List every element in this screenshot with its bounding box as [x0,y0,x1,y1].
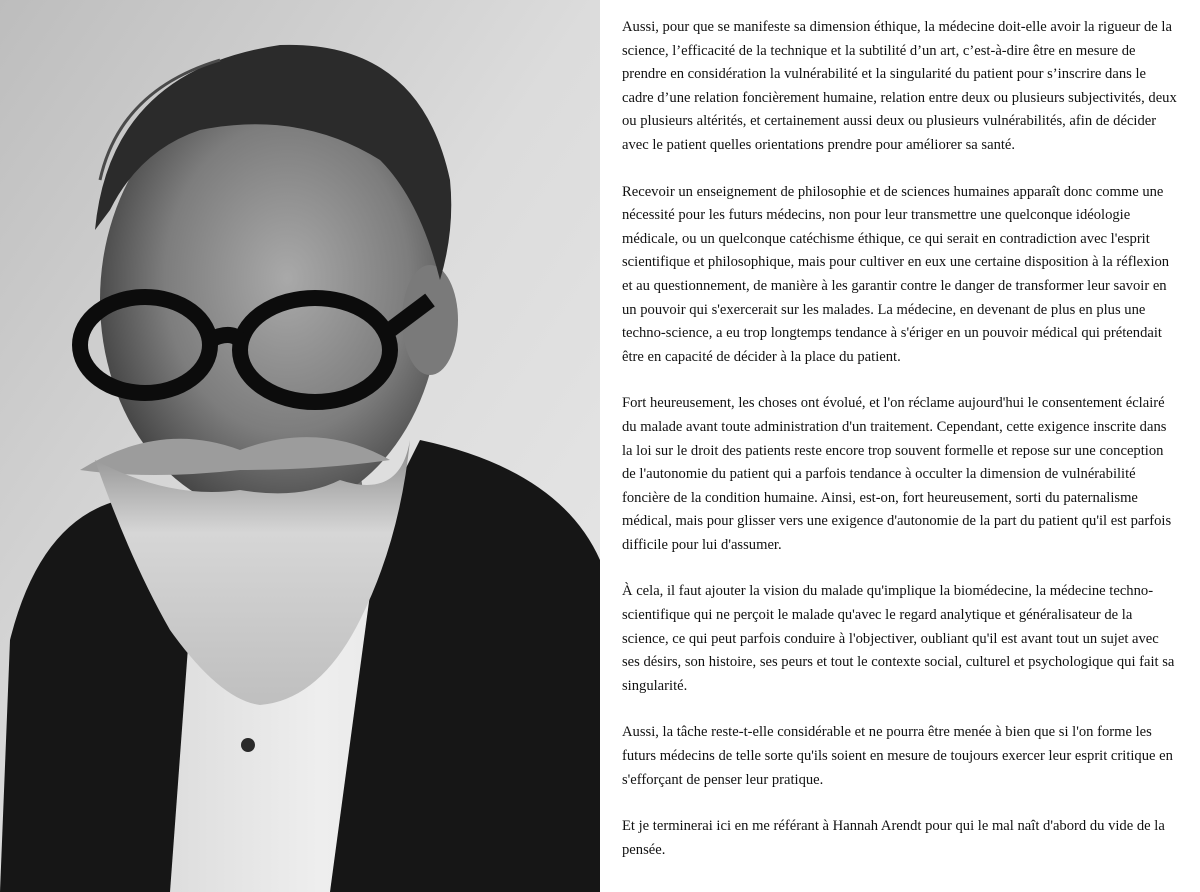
paragraph-1: Aussi, pour que se manifeste sa dimension éthique, la médecine doit-elle avoir la rigueur de la science, l’efficacité de la technique et la subtilité d’un art, c’est-à-dire être en mesure de prendre en considération la vulnérabilité et la singularité du patient pour s’inscrire dans le cadre d’une relation foncièrement humaine, relation entre deux ou plusieurs subjectivités, deux ou plusieurs altérités, et certainement aussi deux ou plusieurs vulnérabilités, afin de décider avec le patient quelles orientations prendre pour améliorer sa santé. [622,19,1177,153]
paragraph-5: Aussi, la tâche reste-t-elle considérable et ne pourra être menée à bien que si l'on forme les futurs médecins de telle sorte qu'ils soient en mesure de toujours exercer leur esprit critique en s'efforçant de penser leur pratique. [622,724,1173,788]
paragraph-3: Fort heureusement, les choses ont évolué, et l'on réclame aujourd'hui le consentement éclairé du malade avant toute administration d'un traitement. Cependant, cette exigence inscrite dans la loi sur le droit des patients reste encore trop souvent formelle et repose sur une conception de l'autonomie du patient qui a parfois tendance à occulter la dimension de vulnérabilité foncière de la condition humaine. Ainsi, est-on, fort heureusement, sorti du paternalisme médical, mais pour glisser vers une exigence d'autonomie de la part du patient qu'il est parfois difficile pour lui d'assumer. [622,395,1172,553]
shirt-button [241,738,255,752]
article-text [600,0,1200,892]
paragraph-4: À cela, il faut ajouter la vision du malade qu'implique la biomédecine, la médecine techno-scientifique qui ne perçoit le malade qu'avec le regard analytique et généralisateur de la science, ce qui peut parfois conduire à l'objectiver, oubliant qu'il est avant tout un sujet avec ses désirs, son histoire, ses peurs et tout le contexte social, culturel et psychologique qui fait sa singularité. [622,583,1175,694]
paragraph-2: Recevoir un enseignement de philosophie et de sciences humaines apparaît donc comme une nécessité pour les futurs médecins, non pour leur transmettre une quelconque idéologie médicale, ou un quelconque catéchisme éthique, ce qui serait en contradiction avec l'esprit scientifique et philosophique, mais pour cultiver en eux une certaine disposition à la réflexion et au questionnement, de manière à les garantir contre le danger de transformer leur savoir en un pouvoir qui s'exercerait sur les malades. La médecine, en devenant de plus en plus une techno-science, a eu trop longtemps tendance à s'ériger en un pouvoir médical qui prétendait être en capacité de décider à la place du patient. [622,183,1170,365]
paragraph-6: Et je terminerai ici en me référant à Hannah Arendt pour qui le mal naît d'abord du vide de la pensée. [622,818,1165,858]
